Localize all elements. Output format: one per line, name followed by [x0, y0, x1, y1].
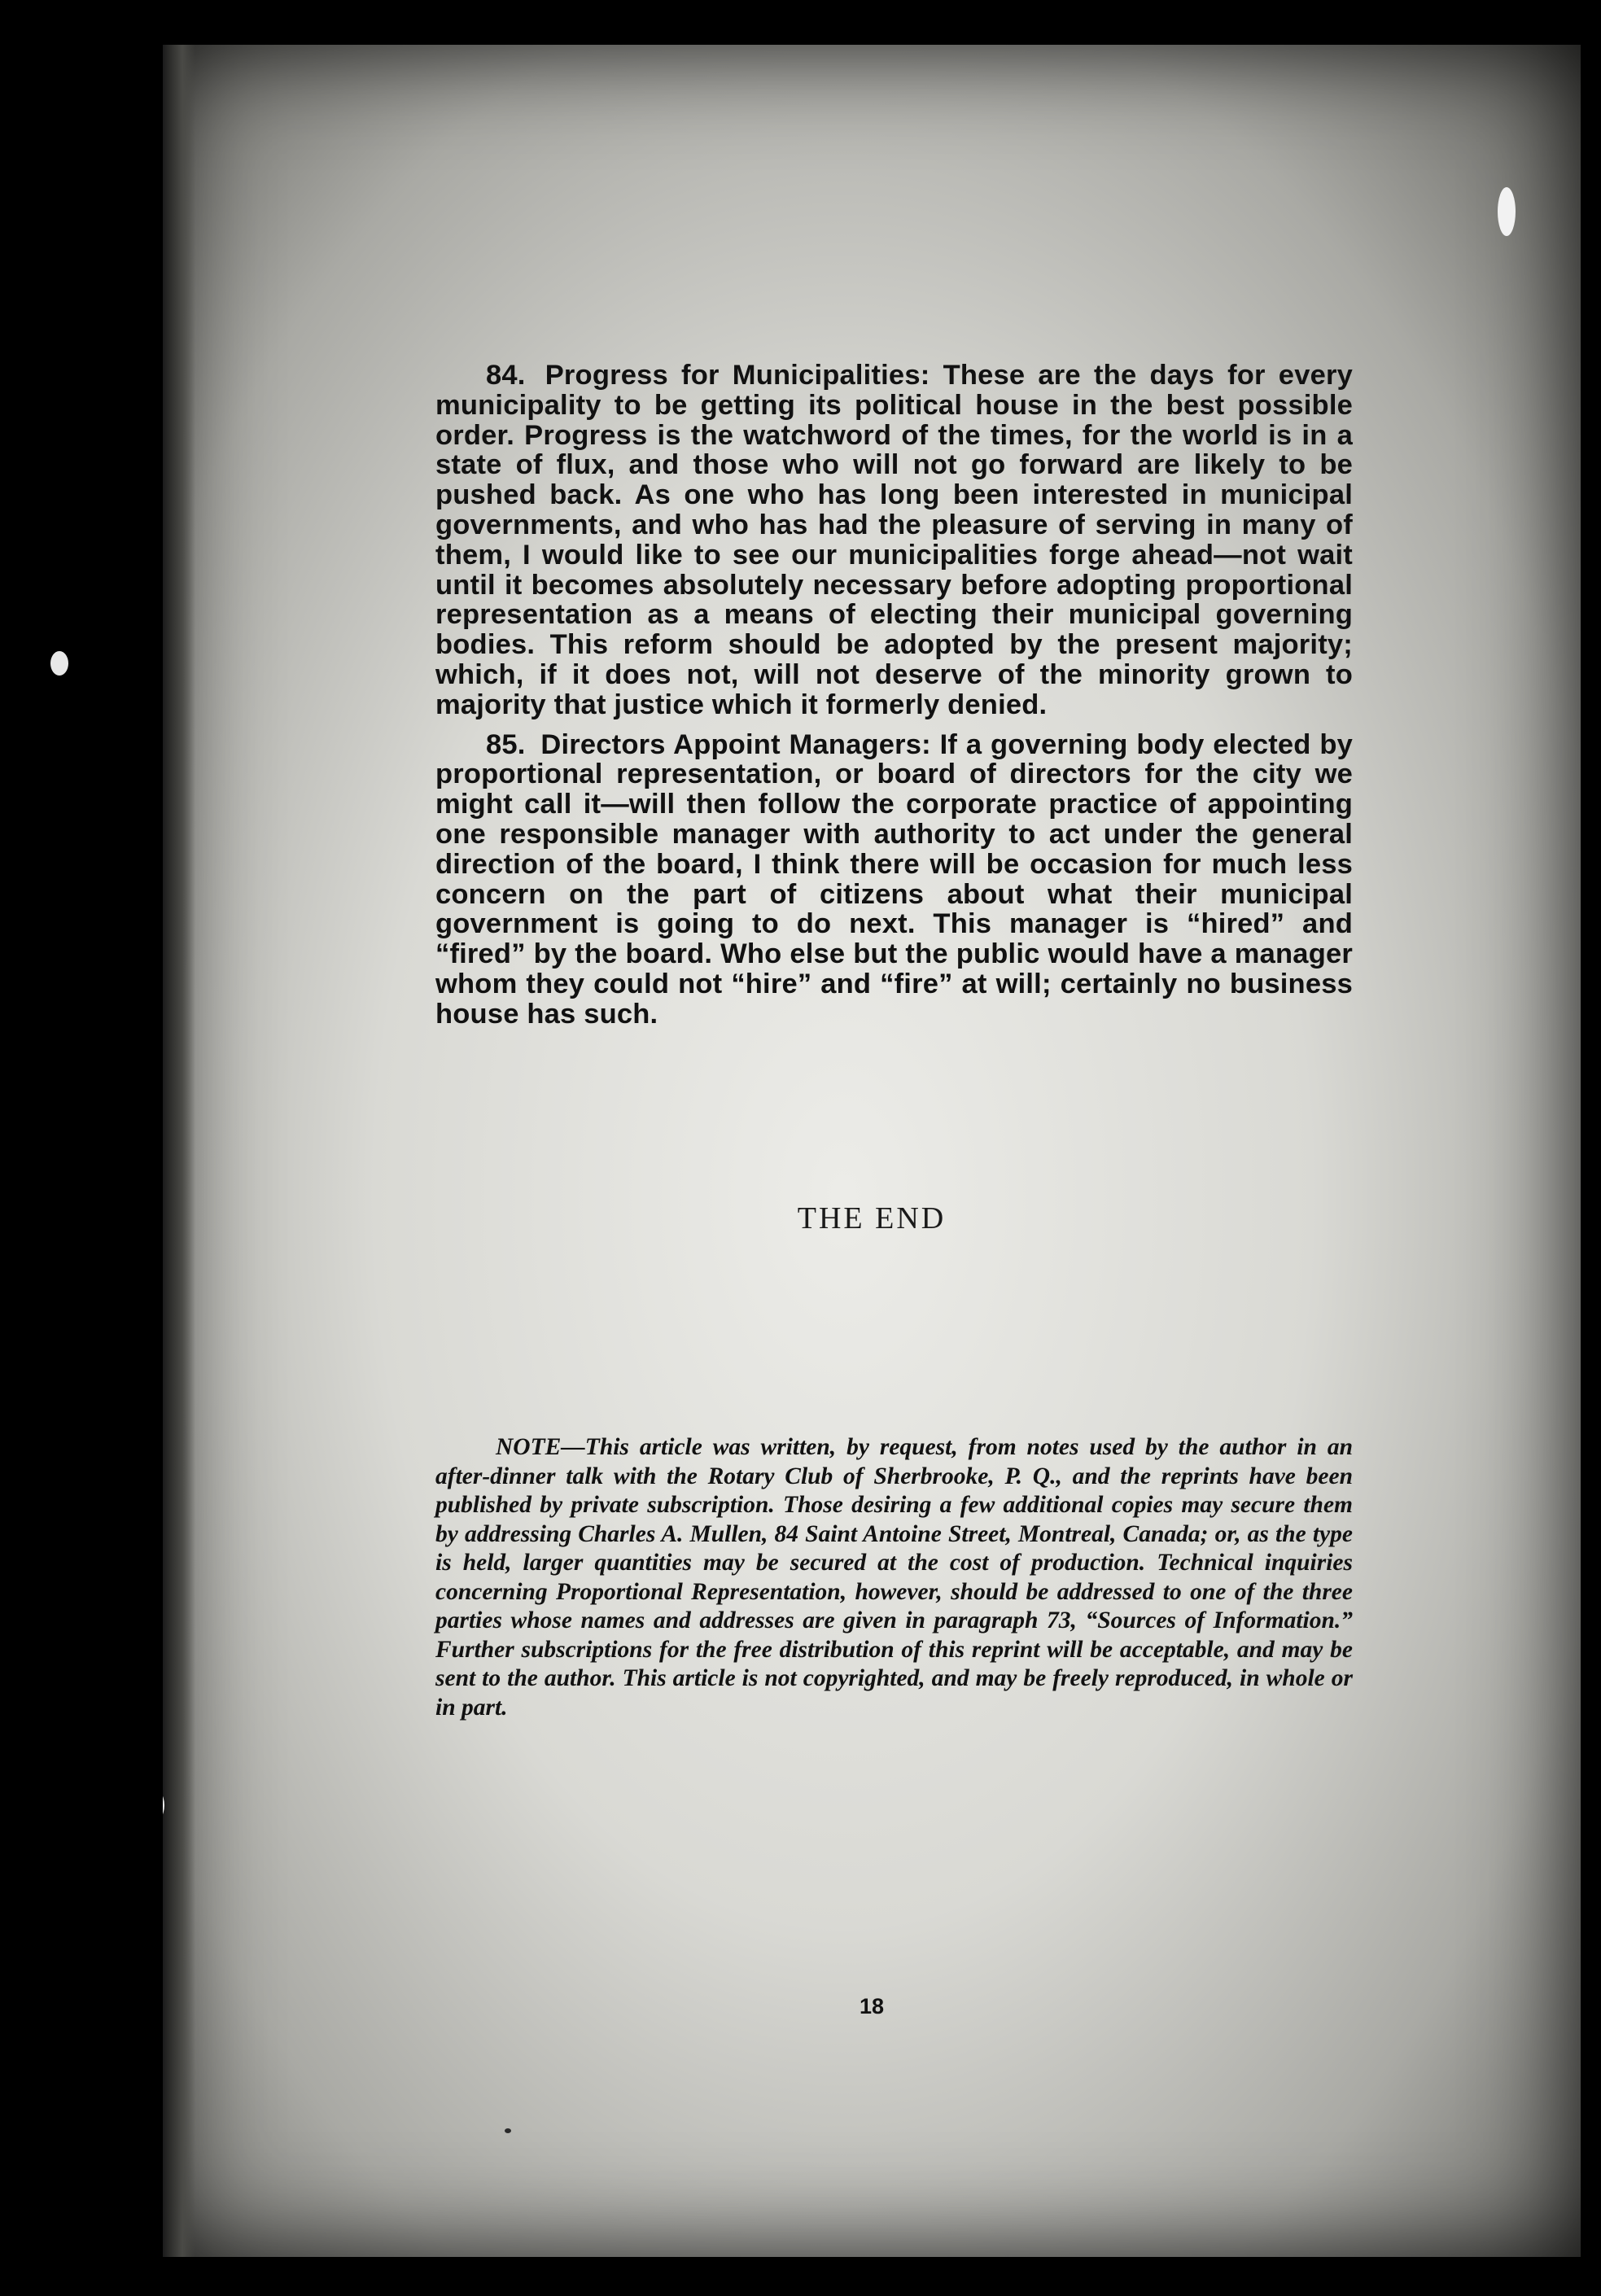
scan-speck: [50, 651, 68, 676]
scan-speck: [1498, 187, 1516, 236]
scan-speck: [505, 2128, 511, 2133]
body-text: [435, 361, 1353, 1039]
paragraph-84: [435, 361, 1353, 720]
paragraph-number: 84.: [486, 360, 526, 391]
paragraph-text: These are the days for every municipality to be getting its political house in the best possible order. Progress is the watchword of the times, for the world is in a state of flux, and those who will not go forward are likely to be pushed back. As one who has long been interested in municipal governments, and who has had the pleasure of serving in many of them, I would like to see our municipalities forge ahead—not wait until it becomes absolutely necessary before adopting proportional representation as a means of electing their municipal governing bodies. This reform should be adopted by the present majority; which, if it does not, will not deserve of the minority grown to majority that justice which it formerly denied.: [435, 360, 1353, 720]
page-number: 18: [859, 1994, 885, 2018]
paragraph-number: 85.: [486, 728, 526, 760]
scan-speck: [163, 1787, 164, 1824]
paragraph-85: [435, 730, 1353, 1030]
paragraph-text: If a governing body elected by proportional representation, or board of directors for the city we might call it—will then follow the corporate practice of appointing one responsible manager with authority to act under the general direction of the board, I think there will be occasion for much less concern on the part of citizens about what their municipal government is going to do next. This manager is “hired” and “fired” by the board. Who else but the public would have a manager whom they could not “hire” and “fire” at will; certainly no business house has such.: [435, 728, 1353, 1030]
closing-heading: THE END: [797, 1201, 947, 1235]
paragraph-heading: Directors Appoint Managers:: [540, 728, 931, 760]
paragraph-heading: Progress for Municipalities:: [545, 360, 930, 391]
author-note: NOTE—This article was written, by request, from notes used by the author in an after-dinner talk with the Rotary Club of Sherbrooke, P. Q., and the reprints have been published by private subscription. Those desiring a few additional copies may secure them by addressing Charles A. Mullen, 84 Saint Antoine Street, Montreal, Canada; or, as the type is held, larger quantities may be secured at the cost of production. Technical inquiries concerning Proportional Representation, however, should be addressed to one of the three parties whose names and addresses are given in paragraph 73, “Sources of Information.” Further subscriptions for the free distribution of this reprint will be acceptable, and may be sent to the author. This article is not copyrighted, and may be freely reproduced, in whole or in part.: [435, 1434, 1353, 1721]
document-page: [163, 45, 1581, 2257]
